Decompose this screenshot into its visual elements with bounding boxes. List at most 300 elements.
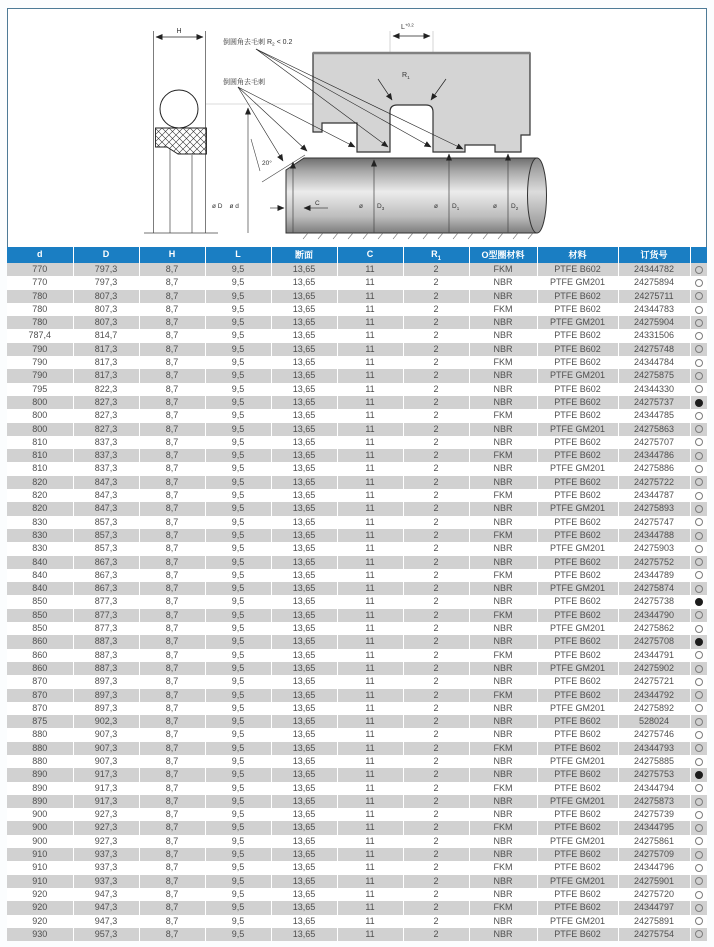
cell-section: 13,65	[271, 915, 337, 928]
cell-oring-material: FKM	[469, 263, 537, 276]
cell-section: 13,65	[271, 516, 337, 529]
cell-R1: 2	[403, 795, 469, 808]
table-row	[7, 556, 707, 569]
table-row	[7, 888, 707, 901]
cell-C: 11	[337, 423, 403, 436]
cell-C: 11	[337, 369, 403, 382]
table-row	[7, 303, 707, 316]
column-header: D	[73, 247, 139, 263]
cell-C: 11	[337, 861, 403, 874]
cell-d: 880	[7, 755, 73, 768]
cell-D: 847,3	[73, 502, 139, 515]
cell-order-number: 24275739	[618, 808, 690, 821]
cell-R1: 2	[403, 423, 469, 436]
cell-D: 937,3	[73, 861, 139, 874]
cell-oring-material: NBR	[469, 728, 537, 741]
cell-availability	[690, 529, 707, 542]
cell-R1: 2	[403, 848, 469, 861]
cell-D: 847,3	[73, 489, 139, 502]
cell-L: 9,5	[205, 622, 271, 635]
cell-oring-material: NBR	[469, 875, 537, 888]
cell-R1: 2	[403, 396, 469, 409]
cell-C: 11	[337, 396, 403, 409]
cell-d: 870	[7, 689, 73, 702]
cell-D: 822,3	[73, 383, 139, 396]
cell-oring-material: NBR	[469, 383, 537, 396]
availability-dot	[695, 545, 703, 553]
cell-C: 11	[337, 928, 403, 941]
cell-H: 8,7	[139, 436, 205, 449]
column-header	[690, 247, 707, 263]
cell-section: 13,65	[271, 715, 337, 728]
cell-section: 13,65	[271, 901, 337, 914]
cell-L: 9,5	[205, 875, 271, 888]
cell-H: 8,7	[139, 715, 205, 728]
cell-material: PTFE B602	[537, 782, 618, 795]
cell-D: 847,3	[73, 476, 139, 489]
cell-oring-material: NBR	[469, 396, 537, 409]
cell-order-number: 24275893	[618, 502, 690, 515]
cell-order-number: 24275891	[618, 915, 690, 928]
column-header: 材料	[537, 247, 618, 263]
cell-d: 780	[7, 316, 73, 329]
cell-availability	[690, 795, 707, 808]
cell-d: 840	[7, 569, 73, 582]
cell-d: 790	[7, 343, 73, 356]
cell-L: 9,5	[205, 595, 271, 608]
cell-order-number: 24344785	[618, 409, 690, 422]
table-row	[7, 782, 707, 795]
cell-section: 13,65	[271, 423, 337, 436]
table-header-row	[7, 247, 707, 263]
cell-R1: 2	[403, 715, 469, 728]
availability-dot	[695, 306, 703, 314]
cell-C: 11	[337, 715, 403, 728]
shaft	[286, 158, 547, 239]
cell-R1: 2	[403, 529, 469, 542]
cell-material: PTFE GM201	[537, 502, 618, 515]
cell-C: 11	[337, 835, 403, 848]
cell-L: 9,5	[205, 821, 271, 834]
availability-dot	[695, 425, 703, 433]
cell-R1: 2	[403, 635, 469, 648]
cell-material: PTFE B602	[537, 396, 618, 409]
cell-H: 8,7	[139, 928, 205, 941]
table-row	[7, 795, 707, 808]
column-header: 断面	[271, 247, 337, 263]
cell-H: 8,7	[139, 689, 205, 702]
cell-d: 820	[7, 502, 73, 515]
availability-dot	[695, 877, 703, 885]
cell-availability	[690, 303, 707, 316]
cell-L: 9,5	[205, 715, 271, 728]
table-row	[7, 755, 707, 768]
cell-D: 837,3	[73, 449, 139, 462]
cell-R1: 2	[403, 768, 469, 781]
cell-material: PTFE GM201	[537, 369, 618, 382]
cell-D: 947,3	[73, 901, 139, 914]
cell-oring-material: NBR	[469, 516, 537, 529]
table-row	[7, 383, 707, 396]
cell-material: PTFE B602	[537, 569, 618, 582]
availability-dot	[695, 319, 703, 327]
availability-dot	[695, 598, 703, 606]
cell-oring-material: FKM	[469, 782, 537, 795]
cell-H: 8,7	[139, 742, 205, 755]
cell-D: 857,3	[73, 542, 139, 555]
cell-C: 11	[337, 383, 403, 396]
cell-section: 13,65	[271, 782, 337, 795]
cell-material: PTFE GM201	[537, 662, 618, 675]
availability-dot	[695, 399, 703, 407]
cell-section: 13,65	[271, 356, 337, 369]
technical-diagram	[8, 9, 706, 245]
table-row	[7, 742, 707, 755]
cell-section: 13,65	[271, 263, 337, 276]
cell-C: 11	[337, 316, 403, 329]
cell-order-number: 24275885	[618, 755, 690, 768]
cell-section: 13,65	[271, 449, 337, 462]
cell-section: 13,65	[271, 290, 337, 303]
deburr-note-top: 倒圆角去毛刺 $R_2 < 0.2$	[223, 39, 293, 48]
cell-section: 13,65	[271, 409, 337, 422]
cell-C: 11	[337, 888, 403, 901]
cell-D: 957,3	[73, 928, 139, 941]
cell-availability	[690, 875, 707, 888]
cell-R1: 2	[403, 290, 469, 303]
availability-dot	[695, 851, 703, 859]
cell-availability	[690, 888, 707, 901]
cell-d: 890	[7, 782, 73, 795]
cell-D: 797,3	[73, 263, 139, 276]
cell-order-number: 24275863	[618, 423, 690, 436]
cell-availability	[690, 542, 707, 555]
table-row	[7, 635, 707, 648]
cell-availability	[690, 396, 707, 409]
cell-order-number: 24275746	[618, 728, 690, 741]
cell-L: 9,5	[205, 476, 271, 489]
cell-R1: 2	[403, 689, 469, 702]
cell-L: 9,5	[205, 702, 271, 715]
cell-order-number: 24344791	[618, 649, 690, 662]
cell-d: 920	[7, 915, 73, 928]
availability-dot	[695, 744, 703, 752]
cell-C: 11	[337, 529, 403, 542]
cell-section: 13,65	[271, 502, 337, 515]
cell-order-number: 24344793	[618, 742, 690, 755]
cell-d: 910	[7, 861, 73, 874]
cell-d: 900	[7, 821, 73, 834]
cell-R1: 2	[403, 675, 469, 688]
cell-order-number: 24275711	[618, 290, 690, 303]
cell-C: 11	[337, 755, 403, 768]
cell-material: PTFE B602	[537, 436, 618, 449]
column-header: O型圈材料	[469, 247, 537, 263]
cell-oring-material: FKM	[469, 609, 537, 622]
dDd-label: ø D ø d	[212, 203, 239, 210]
cell-oring-material: NBR	[469, 808, 537, 821]
cell-oring-material: NBR	[469, 622, 537, 635]
cell-C: 11	[337, 449, 403, 462]
cell-C: 11	[337, 516, 403, 529]
cell-R1: 2	[403, 861, 469, 874]
cell-C: 11	[337, 795, 403, 808]
cell-material: PTFE B602	[537, 449, 618, 462]
column-header: H	[139, 247, 205, 263]
cell-order-number: 24344784	[618, 356, 690, 369]
cell-L: 9,5	[205, 303, 271, 316]
cell-C: 11	[337, 489, 403, 502]
cell-R1: 2	[403, 915, 469, 928]
cell-d: 840	[7, 582, 73, 595]
cell-H: 8,7	[139, 768, 205, 781]
cell-availability	[690, 702, 707, 715]
cell-D: 907,3	[73, 742, 139, 755]
cell-material: PTFE B602	[537, 409, 618, 422]
cell-availability	[690, 755, 707, 768]
cell-oring-material: NBR	[469, 888, 537, 901]
cell-order-number: 24344788	[618, 529, 690, 542]
cell-D: 827,3	[73, 423, 139, 436]
cell-R1: 2	[403, 303, 469, 316]
cell-R1: 2	[403, 449, 469, 462]
cell-material: PTFE GM201	[537, 875, 618, 888]
cell-L: 9,5	[205, 782, 271, 795]
cell-L: 9,5	[205, 436, 271, 449]
cell-section: 13,65	[271, 542, 337, 555]
d3-label: $D_3$	[377, 203, 385, 211]
cell-C: 11	[337, 502, 403, 515]
cell-availability	[690, 915, 707, 928]
cell-material: PTFE B602	[537, 689, 618, 702]
cell-oring-material: NBR	[469, 369, 537, 382]
cell-D: 917,3	[73, 782, 139, 795]
cell-order-number: 24275861	[618, 835, 690, 848]
cell-oring-material: FKM	[469, 409, 537, 422]
cell-order-number: 24275902	[618, 662, 690, 675]
cell-L: 9,5	[205, 276, 271, 289]
cell-d: 860	[7, 649, 73, 662]
cell-H: 8,7	[139, 728, 205, 741]
cell-availability	[690, 689, 707, 702]
cell-D: 907,3	[73, 728, 139, 741]
cell-C: 11	[337, 595, 403, 608]
cell-material: PTFE B602	[537, 343, 618, 356]
availability-dot	[695, 904, 703, 912]
cell-order-number: 24275708	[618, 635, 690, 648]
cell-section: 13,65	[271, 609, 337, 622]
cell-H: 8,7	[139, 316, 205, 329]
cell-C: 11	[337, 343, 403, 356]
cell-order-number: 24344796	[618, 861, 690, 874]
cell-d: 860	[7, 662, 73, 675]
cell-d: 920	[7, 888, 73, 901]
cell-R1: 2	[403, 383, 469, 396]
cell-section: 13,65	[271, 728, 337, 741]
cell-C: 11	[337, 582, 403, 595]
cell-L: 9,5	[205, 901, 271, 914]
availability-dot	[695, 558, 703, 566]
cell-H: 8,7	[139, 595, 205, 608]
cell-H: 8,7	[139, 835, 205, 848]
cell-section: 13,65	[271, 622, 337, 635]
l-dim-label: $L^{+0.2}$	[401, 22, 414, 31]
cell-H: 8,7	[139, 343, 205, 356]
cell-order-number: 24275904	[618, 316, 690, 329]
cell-material: PTFE B602	[537, 848, 618, 861]
cell-availability	[690, 861, 707, 874]
cell-order-number: 24275892	[618, 702, 690, 715]
cell-R1: 2	[403, 835, 469, 848]
cell-D: 907,3	[73, 755, 139, 768]
cell-availability	[690, 569, 707, 582]
cell-oring-material: FKM	[469, 356, 537, 369]
cell-C: 11	[337, 356, 403, 369]
cell-C: 11	[337, 329, 403, 342]
cell-section: 13,65	[271, 595, 337, 608]
cell-order-number: 24344786	[618, 449, 690, 462]
cell-R1: 2	[403, 516, 469, 529]
cell-L: 9,5	[205, 649, 271, 662]
table-row	[7, 609, 707, 622]
shaft-end-cap	[528, 158, 547, 233]
cell-L: 9,5	[205, 343, 271, 356]
availability-dot	[695, 292, 703, 300]
cell-oring-material: NBR	[469, 635, 537, 648]
cell-d: 787,4	[7, 329, 73, 342]
cell-d: 790	[7, 356, 73, 369]
cell-availability	[690, 609, 707, 622]
cell-order-number: 24275707	[618, 436, 690, 449]
cell-R1: 2	[403, 542, 469, 555]
cell-oring-material: NBR	[469, 915, 537, 928]
cell-oring-material: FKM	[469, 529, 537, 542]
table-row	[7, 516, 707, 529]
cell-d: 830	[7, 542, 73, 555]
cell-oring-material: FKM	[469, 742, 537, 755]
deburr-note-bottom: 倒圆角去毛刺	[223, 79, 265, 86]
backup-ring-hatched	[156, 128, 207, 154]
cell-C: 11	[337, 622, 403, 635]
cell-order-number: 24275738	[618, 595, 690, 608]
cell-oring-material: NBR	[469, 316, 537, 329]
table-row	[7, 369, 707, 382]
cell-D: 807,3	[73, 303, 139, 316]
cell-D: 837,3	[73, 436, 139, 449]
cell-C: 11	[337, 689, 403, 702]
cell-H: 8,7	[139, 476, 205, 489]
availability-dot	[695, 665, 703, 673]
cell-order-number: 24275874	[618, 582, 690, 595]
availability-dot	[695, 678, 703, 686]
d2-phi: ø	[493, 203, 497, 210]
table-row	[7, 343, 707, 356]
cell-material: PTFE B602	[537, 595, 618, 608]
cell-H: 8,7	[139, 409, 205, 422]
cell-d: 910	[7, 875, 73, 888]
cell-material: PTFE GM201	[537, 582, 618, 595]
cell-material: PTFE GM201	[537, 542, 618, 555]
cell-order-number: 24275875	[618, 369, 690, 382]
cell-availability	[690, 821, 707, 834]
availability-dot	[695, 798, 703, 806]
cell-section: 13,65	[271, 303, 337, 316]
cell-material: PTFE B602	[537, 928, 618, 941]
cell-order-number: 24344789	[618, 569, 690, 582]
cell-d: 810	[7, 449, 73, 462]
cell-d: 910	[7, 848, 73, 861]
cell-oring-material: NBR	[469, 768, 537, 781]
cell-oring-material: NBR	[469, 476, 537, 489]
cell-oring-material: NBR	[469, 502, 537, 515]
cell-order-number: 24275873	[618, 795, 690, 808]
cell-section: 13,65	[271, 476, 337, 489]
cell-L: 9,5	[205, 356, 271, 369]
cell-availability	[690, 768, 707, 781]
table-row	[7, 835, 707, 848]
cell-material: PTFE B602	[537, 715, 618, 728]
cell-section: 13,65	[271, 489, 337, 502]
parts-table	[7, 247, 707, 941]
cell-order-number: 24344790	[618, 609, 690, 622]
cell-R1: 2	[403, 609, 469, 622]
cell-R1: 2	[403, 276, 469, 289]
cell-R1: 2	[403, 901, 469, 914]
cell-R1: 2	[403, 476, 469, 489]
table-row	[7, 569, 707, 582]
cell-H: 8,7	[139, 861, 205, 874]
cell-C: 11	[337, 556, 403, 569]
cell-L: 9,5	[205, 462, 271, 475]
cell-availability	[690, 835, 707, 848]
availability-dot	[695, 811, 703, 819]
cell-C: 11	[337, 436, 403, 449]
cell-d: 820	[7, 476, 73, 489]
cell-C: 11	[337, 649, 403, 662]
cell-D: 887,3	[73, 662, 139, 675]
cell-oring-material: FKM	[469, 569, 537, 582]
cell-L: 9,5	[205, 742, 271, 755]
cell-material: PTFE B602	[537, 728, 618, 741]
cell-L: 9,5	[205, 915, 271, 928]
cell-C: 11	[337, 875, 403, 888]
table-row	[7, 675, 707, 688]
cell-d: 800	[7, 396, 73, 409]
cell-R1: 2	[403, 263, 469, 276]
cell-availability	[690, 649, 707, 662]
cell-section: 13,65	[271, 795, 337, 808]
cell-availability	[690, 662, 707, 675]
cell-C: 11	[337, 768, 403, 781]
cell-section: 13,65	[271, 768, 337, 781]
cell-L: 9,5	[205, 542, 271, 555]
cell-L: 9,5	[205, 795, 271, 808]
cell-L: 9,5	[205, 928, 271, 941]
cell-availability	[690, 635, 707, 648]
cell-oring-material: NBR	[469, 462, 537, 475]
cell-oring-material: FKM	[469, 861, 537, 874]
cell-section: 13,65	[271, 462, 337, 475]
cell-section: 13,65	[271, 835, 337, 848]
table-row	[7, 808, 707, 821]
cell-D: 927,3	[73, 821, 139, 834]
cell-section: 13,65	[271, 649, 337, 662]
table-row	[7, 356, 707, 369]
table-row	[7, 622, 707, 635]
cell-material: PTFE B602	[537, 861, 618, 874]
cell-D: 837,3	[73, 462, 139, 475]
cell-section: 13,65	[271, 582, 337, 595]
